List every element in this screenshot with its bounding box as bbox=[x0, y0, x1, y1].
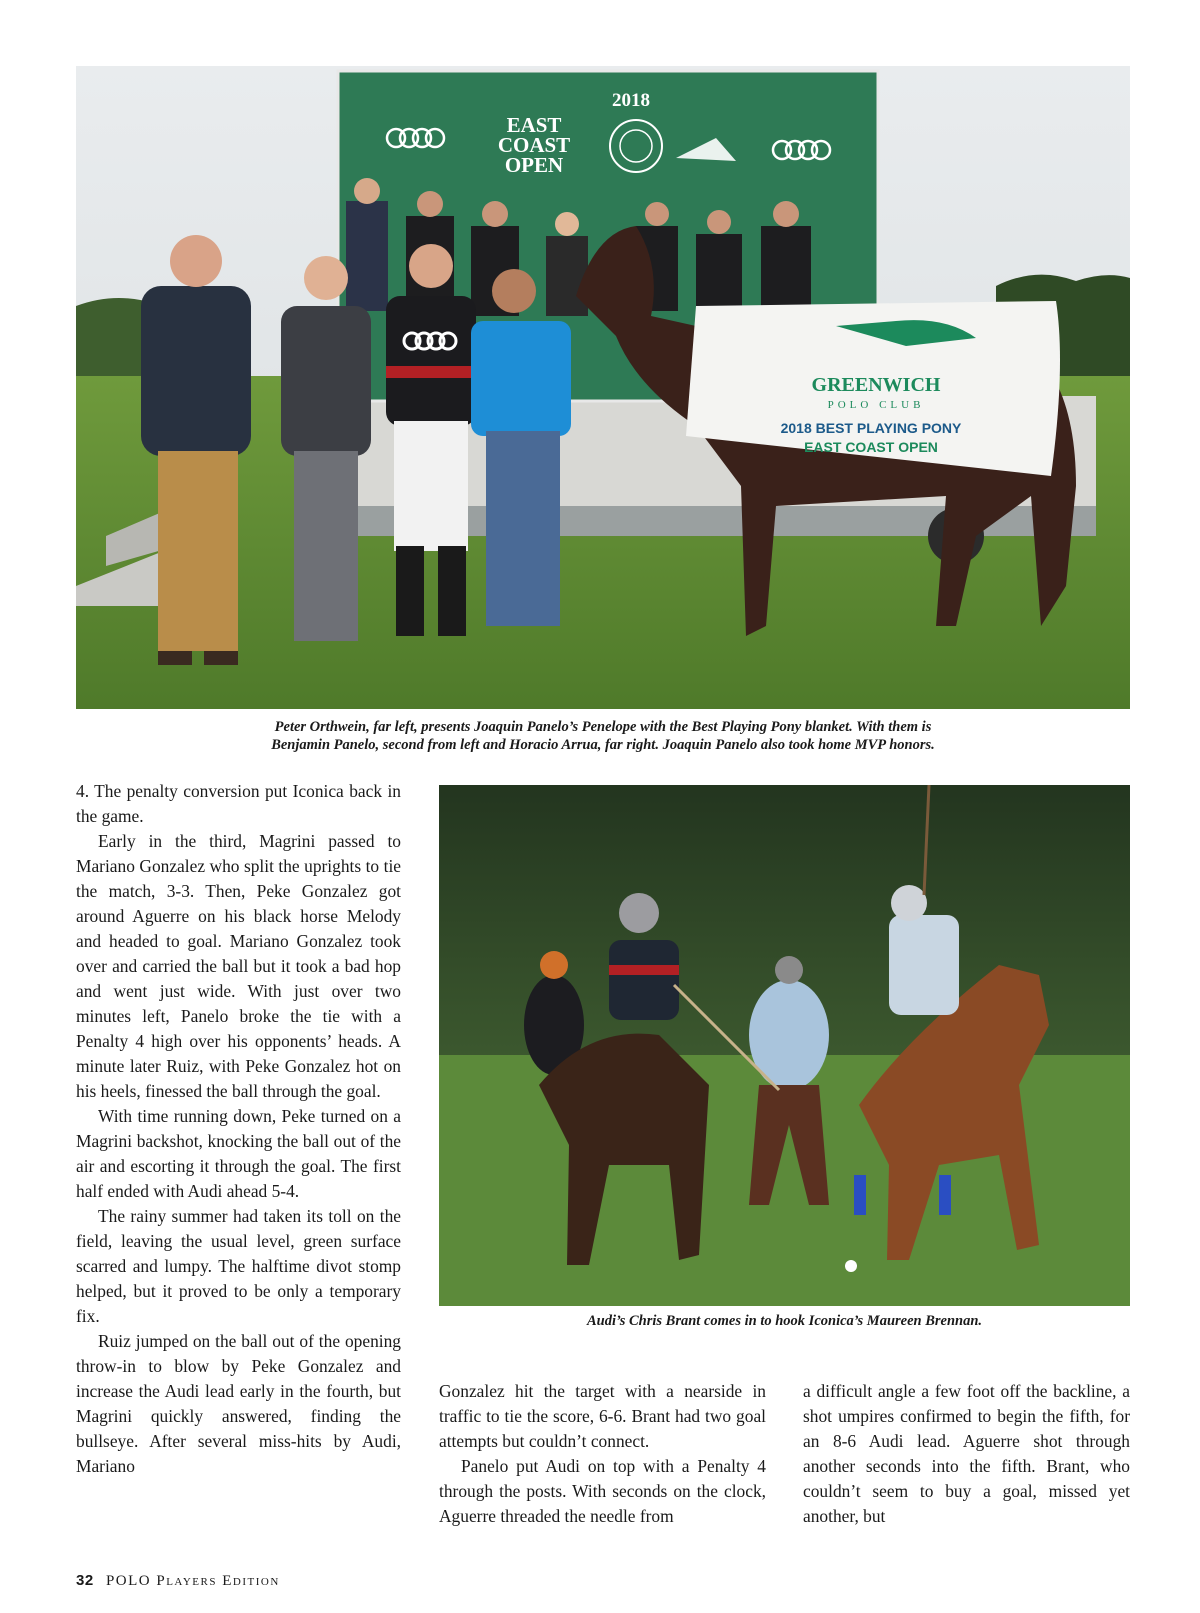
top-photo-caption bbox=[76, 718, 1130, 754]
paragraph: a difficult angle a few foot off the backline, a shot umpires confirmed to begin the fifth, for an 8-6 Audi lead. Aguerre shot through another seconds into the fifth. Brant, who couldn’t seem to buy a goal, missed yet another, but bbox=[803, 1381, 1130, 1526]
award-ceremony-illustration bbox=[76, 66, 1130, 709]
polo-ball bbox=[845, 1260, 857, 1272]
banner-title-line-2: COAST bbox=[497, 133, 571, 157]
paragraph: Ruiz jumped on the ball out of the opening throw-in to blow by Peke Gonzalez and increase the Audi lead early in the fourth, but Magrini quickly answered, finding the bullseye. After several miss-hits by Audi, Mariano bbox=[76, 1331, 401, 1476]
article-column-left bbox=[76, 779, 401, 1479]
paragraph: With time running down, Peke turned on a Magrini backshot, knocking the ball out of the air and escorting it through the goal. The first half ended with Audi ahead 5-4. bbox=[76, 1106, 401, 1201]
action-photo-caption: Audi’s Chris Brant comes in to hook Iconica’s Maureen Brennan. bbox=[586, 1313, 983, 1329]
award-ceremony-photo bbox=[76, 66, 1130, 709]
banner-title-line-3: OPEN bbox=[504, 153, 564, 177]
blanket-club-name: GREENWICH bbox=[811, 374, 941, 396]
paragraph: 4. The penalty conversion put Iconica back in the game. bbox=[76, 781, 401, 826]
article-column-middle bbox=[439, 1379, 766, 1529]
article-column-right bbox=[803, 1379, 1130, 1529]
top-caption-line-1: Peter Orthwein, far left, presents Joaquin Panelo’s Penelope with the Best Playing Pony blanket. With them is bbox=[274, 719, 932, 735]
polo-action-photo bbox=[439, 785, 1130, 1306]
paragraph: Panelo put Audi on top with a Penalty 4 through the posts. With seconds on the clock, Aguerre threaded the needle from bbox=[439, 1456, 766, 1526]
publication-name: POLO Players Edition bbox=[105, 1573, 280, 1589]
blanket-event: EAST COAST OPEN bbox=[804, 439, 938, 455]
blanket-club-subtitle: POLO CLUB bbox=[827, 399, 925, 411]
blanket-award: 2018 BEST PLAYING PONY bbox=[780, 420, 962, 436]
polo-action-illustration bbox=[439, 785, 1130, 1306]
top-caption-line-2: Benjamin Panelo, second from left and Horacio Arrua, far right. Joaquin Panelo also took home MVP honors. bbox=[271, 737, 935, 753]
banner-title-line-1: EAST bbox=[506, 113, 562, 137]
benjamin-figure bbox=[281, 256, 371, 641]
banner-year: 2018 bbox=[612, 90, 650, 111]
paragraph: Early in the third, Magrini passed to Mariano Gonzalez who split the uprights to tie the match, 3-3. Then, Peke Gonzalez got around Aguerre on his black horse Melody and headed to goal. Mariano Gonzalez took over and carried the ball but it took a bad hop and went just wide. With just over two minutes left, Panelo broke the tie with a Penalty 4 high over his opponents’ heads. A minute later Ruiz, with Peke Gonzalez hot on his heels, finessed the ball through the goal. bbox=[76, 831, 401, 1101]
paragraph: Gonzalez hit the target with a nearside in traffic to tie the score, 6-6. Brant had two goal attempts but couldn’t connect. bbox=[439, 1381, 766, 1451]
page-number: 32 bbox=[76, 1572, 94, 1589]
paragraph: The rainy summer had taken its toll on the field, leaving the usual level, green surface scarred and lumpy. The halftime divot stomp helped, but it proved to be only a temporary fix. bbox=[76, 1206, 401, 1326]
horacio-figure bbox=[471, 269, 571, 626]
page-footer bbox=[76, 1572, 280, 1590]
